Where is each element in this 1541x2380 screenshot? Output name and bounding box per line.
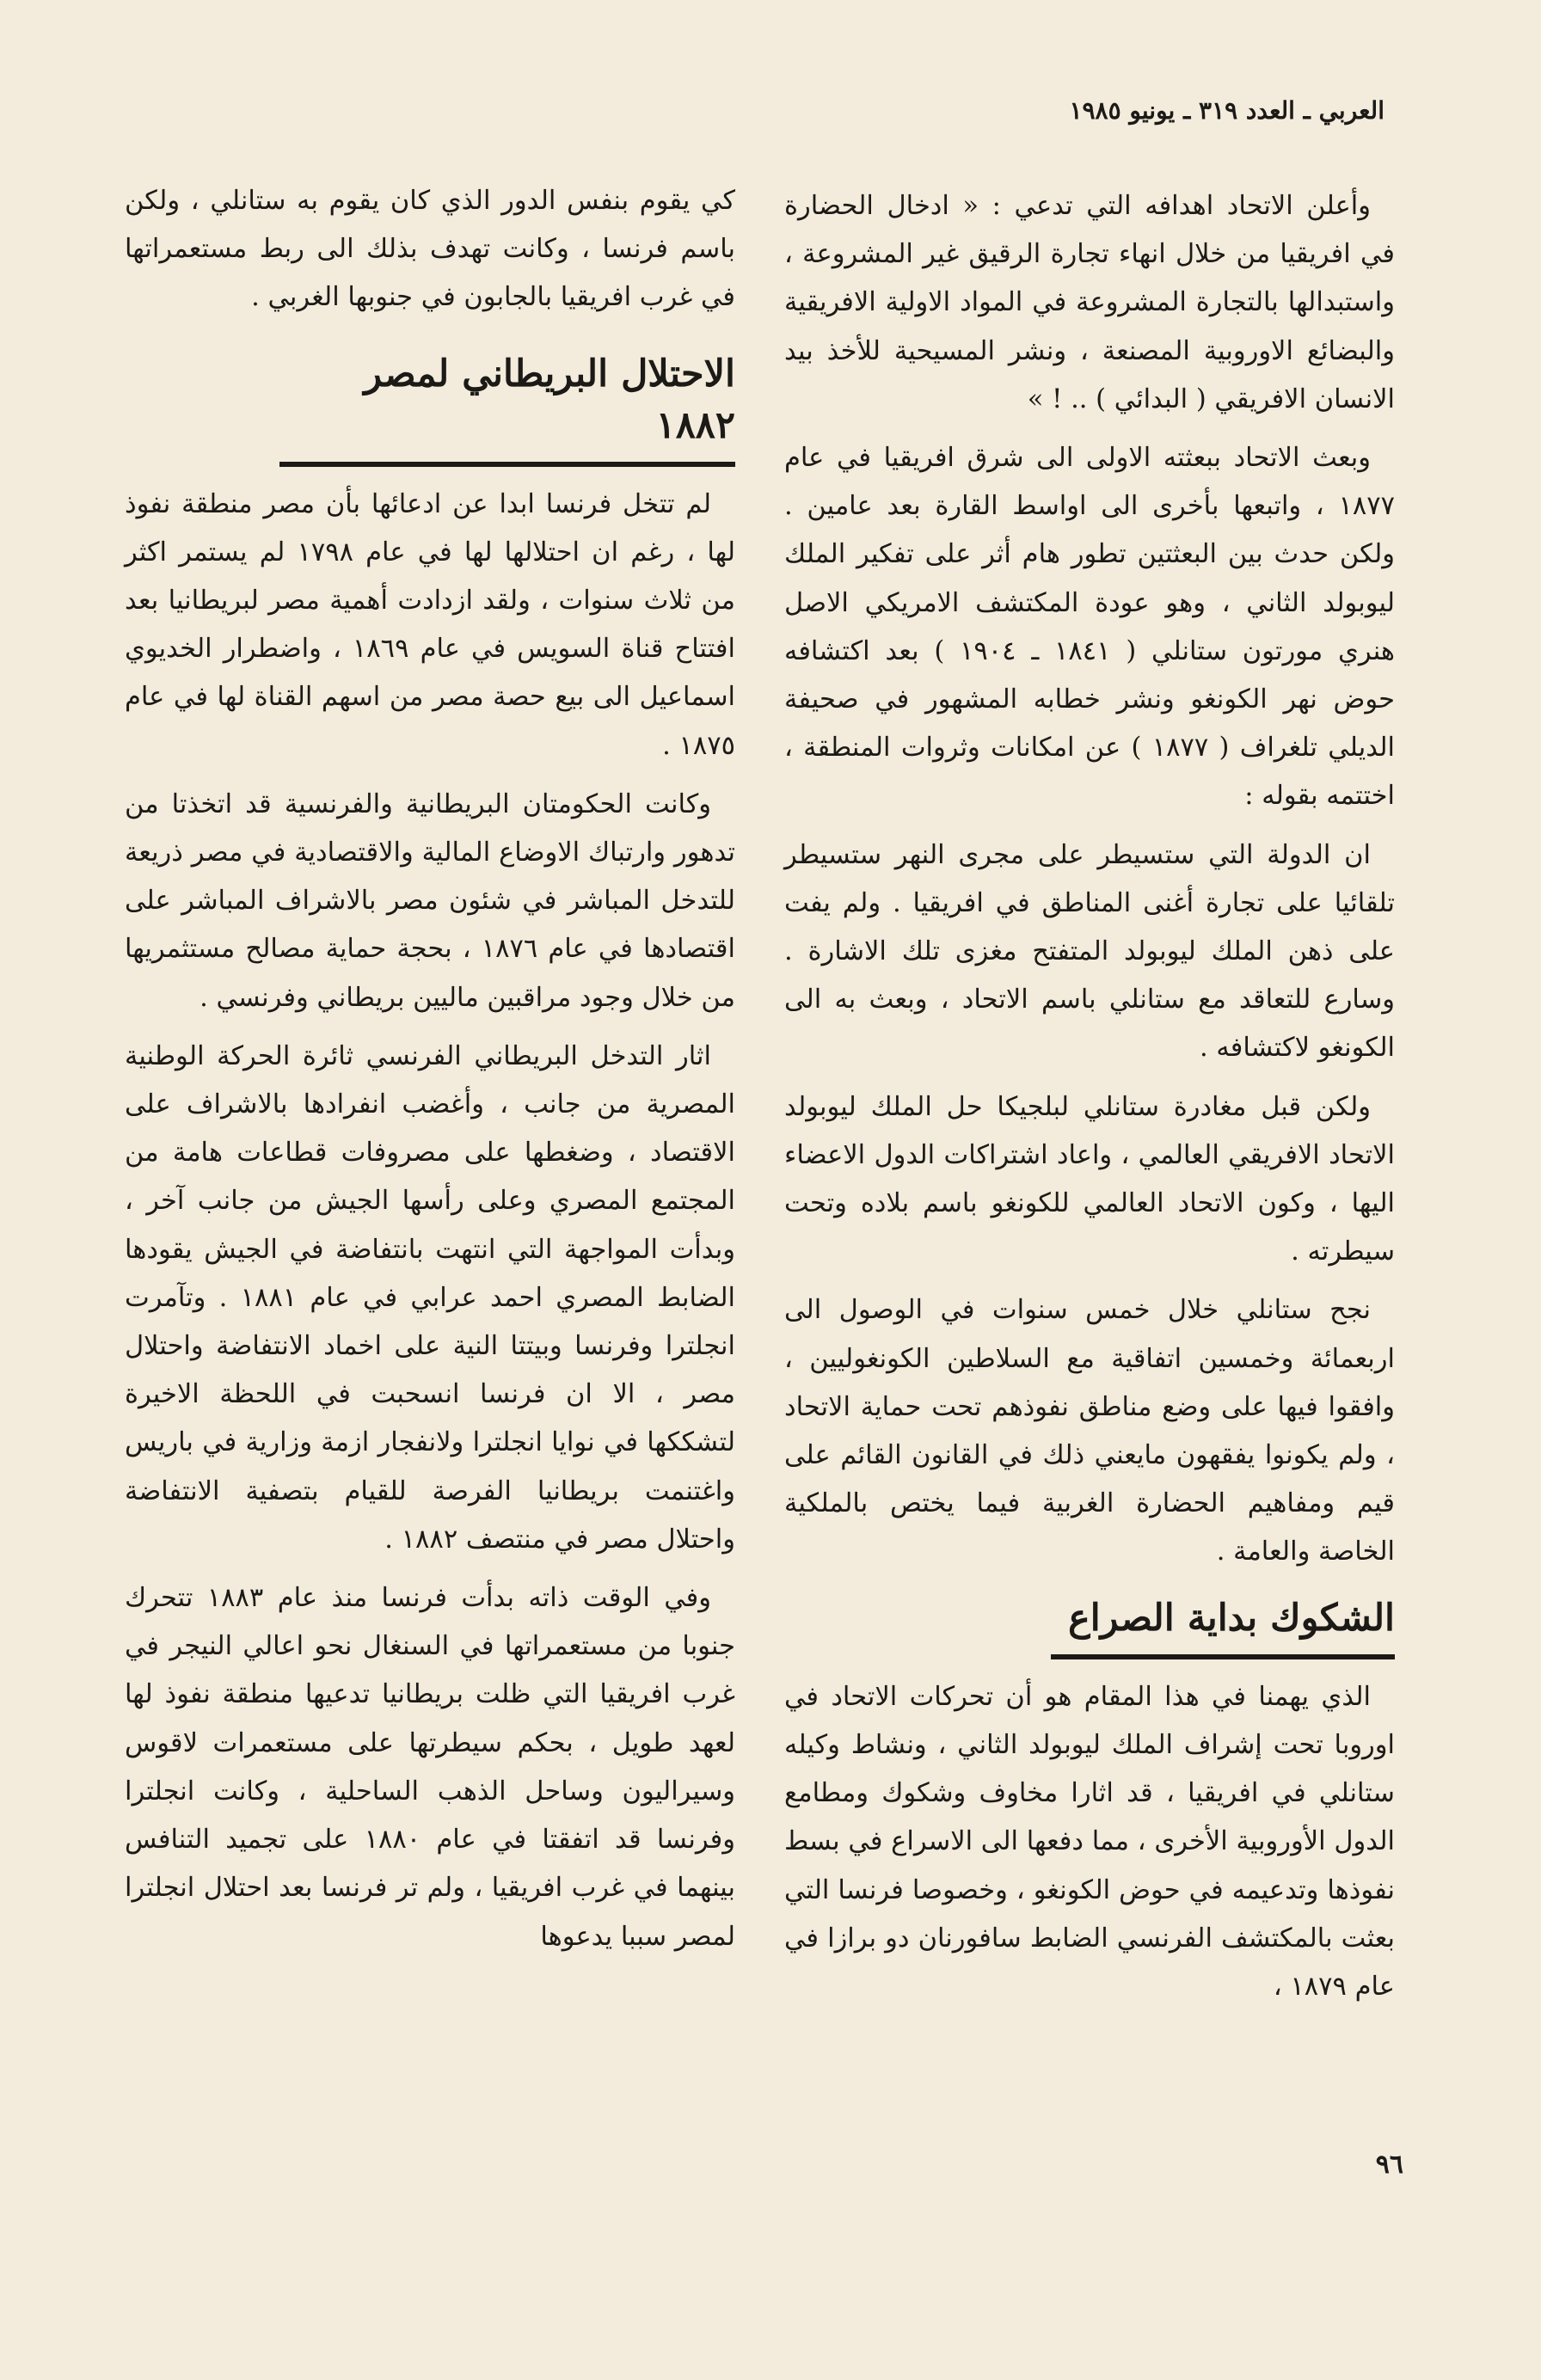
page-number: ٩٦ xyxy=(1375,2150,1403,2180)
article-paragraph: وفي الوقت ذاته بدأت فرنسا منذ عام ١٨٨٣ تتحرك جنوبا من مستعمراتها في السنغال نحو اعالي النيجر في غرب افريقيا التي ظلت بريطانيا تدعيها منطقة نفوذ لها لعهد طويل ، بحكم سيطرتها على مستعمرات لاقوس وسيراليون وساحل الذهب الساحلية ، وكانت انجلترا وفرنسا قد اتفقتا في عام ١٨٨٠ على تجميد التنافس بينهما في غرب افريقيا ، ولم تر فرنسا بعد احتلال انجلترا لمصر سببا يدعوها xyxy=(125,1583,735,1952)
article-paragraph: اثار التدخل البريطاني الفرنسي ثائرة الحركة الوطنية المصرية من جانب ، وأغضب انفرادها بالاشراف على الاقتصاد ، وضغطها على مصروفات قطاعات هامة من المجتمع المصري وعلى رأسها الجيش من جانب آخر ، وبدأت المواجهة التي انتهت بانتفاضة في الجيش يقودها الضابط المصري احمد عرابي في عام ١٨٨١ . وتآمرت انجلترا وفرنسا وبيتتا النية على اخماد الانتفاضة واحتلال مصر ، الا ان فرنسا انسحبت في اللحظة الاخيرة لتشككها في نوايا انجلترا ولانفجار ازمة وزارية في باريس واغتنمت بريطانيا الفرصة للقيام بتصفية الانتفاضة واحتلال مصر في منتصف ١٨٨٢ . xyxy=(125,1040,735,1555)
article-paragraph: نجح ستانلي خلال خمس سنوات في الوصول الى اربعمائة وخمسين اتفاقية مع السلاطين الكونغوليين ، وافقوا فيها على وضع مناطق نفوذهم تحت حماية الاتحاد ، ولم يكونوا يفقهون مايعني ذلك في القانون القائم على قيم ومفاهيم الحضارة الغربية فيما يختص بالملكية الخاصة والعامة . xyxy=(784,1295,1395,1567)
right-column xyxy=(784,182,1395,2021)
section-heading-doubts: الشكوك بداية الصراع xyxy=(1051,1592,1395,1659)
article-paragraph: ولكن قبل مغادرة ستانلي لبلجيكا حل الملك ليوبولد الاتحاد الافريقي العالمي ، واعاد اشتراكات الدول الاعضاء اليها ، وكون الاتحاد العالمي للكونغو باسم بلاده وتحت سيطرته . xyxy=(784,1091,1395,1267)
article-paragraph: وكانت الحكومتان البريطانية والفرنسية قد اتخذتا من تدهور وارتباك الاوضاع المالية والاقتصادية في مصر ذريعة للتدخل المباشر في شئون مصر بالاشراف المباشر على اقتصادها في عام ١٨٧٦ ، بحجة حماية مصالح مستثمريها من خلال وجود مراقبين ماليين بريطاني وفرنسي . xyxy=(125,788,735,1013)
article-paragraph: وبعث الاتحاد ببعثته الاولى الى شرق افريقيا في عام ١٨٧٧ ، واتبعها بأخرى الى اواسط القارة بعد عامين . ولكن حدث بين البعثتين تطور هام أثر على تفكير الملك ليوبولد الثاني ، وهو عودة المكتشف الامريكي الاصل هنري مورتون ستانلي ( ١٨٤١ ـ ١٩٠٤ ) بعد اكتشافه حوض نهر الكونغو ونشر خطابه المشهور في صحيفة الديلي تلغراف ( ١٨٧٧ ) عن امكانات وثروات المنطقة ، اختتمه بقوله : xyxy=(784,443,1396,812)
article-paragraph: وأعلن الاتحاد اهدافه التي تدعي : « ادخال الحضارة في افريقيا من خلال انهاء تجارة الرقيق غير المشروعة ، واستبدالها بالتجارة المشروعة في المواد الاولية الافريقية والبضائع الاوروبية المصنعة ، ونشر المسيحية للأخذ بيد الانسان الافريقي ( البدائي ) .. ! » xyxy=(784,191,1395,414)
left-column xyxy=(125,177,735,1972)
article-paragraph: لم تتخل فرنسا ابدا عن ادعائها بأن مصر منطقة نفوذ لها ، رغم ان احتلالها لها في عام ١٧٩٨ لم يستمر اكثر من ثلاث سنوات ، ولقد ازدادت أهمية مصر لبريطانيا بعد افتتاح قناة السويس في عام ١٨٦٩ ، واضطرار الخديوي اسماعيل الى بيع حصة مصر من اسهم القناة لها في عام ١٨٧٥ . xyxy=(125,488,735,761)
article-paragraph: ان الدولة التي ستسيطر على مجرى النهر ستسيطر تلقائيا على تجارة أغنى المناطق في افريقيا . ولم يفت على ذهن الملك ليوبولد المتفتح مغزى تلك الاشارة . وسارع للتعاقد مع ستانلي باسم الاتحاد ، وبعث به الى الكونغو لاكتشافه . xyxy=(784,839,1395,1064)
section-heading-occupation: الاحتلال البريطاني لمصر ١٨٨٢ xyxy=(279,348,735,467)
article-paragraph-continued: كي يقوم بنفس الدور الذي كان يقوم به ستانلي ، ولكن باسم فرنسا ، وكانت تهدف بذلك الى ربط مستعمراتها في غرب افريقيا بالجابون في جنوبها الغربي . xyxy=(125,186,735,313)
running-head: العربي ـ العدد ٣١٩ ـ يونيو ١٩٨٥ xyxy=(1069,96,1384,125)
article-paragraph: الذي يهمنا في هذا المقام هو أن تحركات الاتحاد في اوروبا تحت إشراف الملك ليوبولد الثاني ، ونشاط وكيله ستانلي في افريقيا ، قد اثارا مخاوف وشكوك ومطامع الدول الأوروبية الأخرى ، مما دفعها الى الاسراع في بسط نفوذها وتدعيمه في حوض الكونغو ، وخصوصا فرنسا التي بعثت بالمكتشف الفرنسي الضابط سافورنان دو برازا في عام ١٨٧٩ ، xyxy=(784,1681,1395,2002)
